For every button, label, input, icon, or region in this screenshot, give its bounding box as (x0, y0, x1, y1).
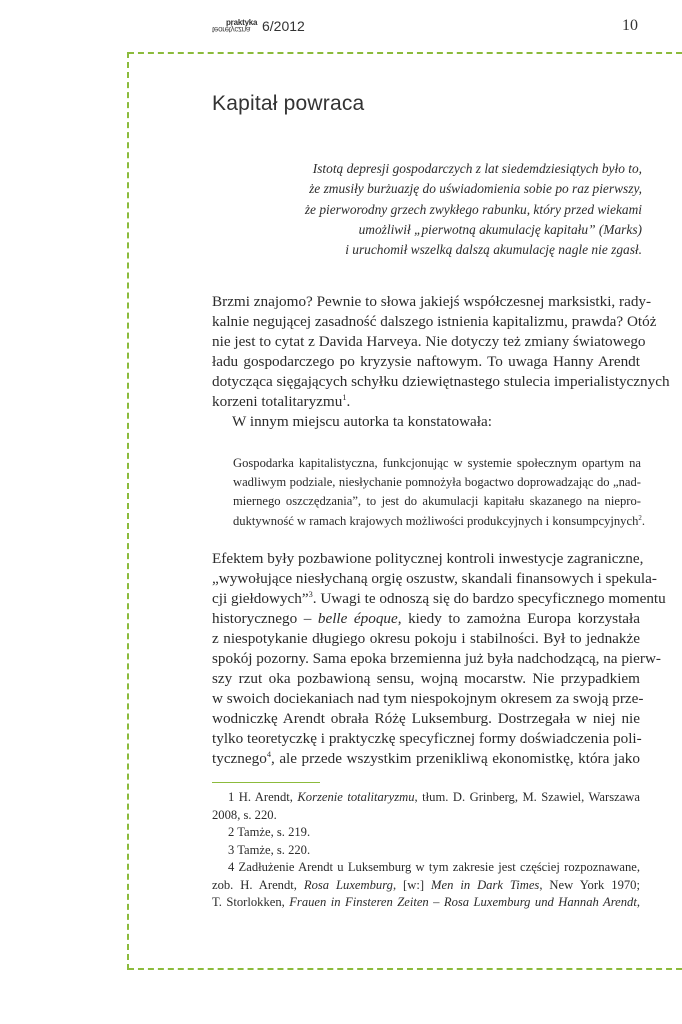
epigraph-line: umożliwił „pierwotną akumulację kapitału” (Marks) (358, 221, 642, 237)
issue-number: 6/2012 (262, 18, 305, 34)
text-line: z niespotykanie długiego okresu pokoju i stabilności. Był to jednakże (212, 630, 640, 647)
text-span: cji giełdowych” (212, 590, 309, 607)
footnote-4-cont (212, 894, 640, 912)
text-line: korzeni totalitaryzmu$^1$. (212, 392, 351, 410)
epigraph-line: Istotą depresji gospodarczych z lat siedemdziesiątych było to, (312, 161, 642, 176)
text-line: kalnie negującej zasadność dalszego istnienia kapitalizmu, prawda? Otóż (212, 313, 657, 330)
footnote-4-cont (212, 877, 640, 895)
text-span: , (636, 895, 641, 909)
text-span: duktywność w ramach krajowych możliwości produkcyjnych i konsumpcyjnych (233, 513, 639, 528)
frame-bottom-border (128, 968, 682, 970)
footnote-2: 2 Tamże, s. 219. (228, 825, 311, 839)
text-span: tycznego (212, 750, 267, 767)
text-line: w swoich dociekaniach nad tym niespokojnym okresem za swoją prze- (212, 690, 644, 707)
text-line: dotycząca sięgających schyłku dziewiętnastego stulecia imperialistycznych (212, 373, 670, 390)
block-quote (233, 454, 645, 531)
text-line: Brzmi znajomo? Pewnie to słowa jakiejś współczesnej marksistki, rady- (212, 293, 652, 310)
footnote-ref[interactable]: 1 (342, 392, 347, 402)
footnote-3: 3 Tamże, s. 220. (228, 842, 311, 857)
page-number: 10 (622, 17, 638, 34)
text-span: , ale przede wszystkim przenikliwą ekonomistkę, która jako (271, 750, 640, 767)
logo-bottom-text: teoretyczna (212, 25, 251, 34)
text-line: „wywołujące niesłychaną orgię oszustw, skandali finansowych i spekula- (212, 570, 657, 587)
footnote-separator (212, 782, 320, 783)
text-line: szy rzut oka pozbawioną sensu, wojną mocarstw. Nie przypadkiem (212, 670, 640, 687)
footnote-1 (212, 789, 640, 807)
italic-term: belle époque (317, 610, 398, 627)
quote-line: miernego oszczędzania”, to jest do akumulacji kapitału skazanego na niepro- (233, 494, 641, 509)
text-span: . Uwagi te odnoszą się do bardzo specyficznego momentu (312, 590, 666, 607)
footnote-ref[interactable]: 4 (266, 749, 271, 759)
text-line: wodniczkę Arendt obrała Różę Luksemburg. Dostrzegała w niej nie (212, 710, 640, 727)
text-span: , [w:] (392, 877, 431, 892)
journal-logo (212, 18, 260, 36)
text-span: historycznego – (212, 610, 318, 627)
logo-top-text: praktyka (226, 18, 258, 27)
epigraph-line: i uruchomił wszelką dalszą akumulację nagle nie zgasł. (345, 242, 642, 258)
text-line (212, 749, 640, 769)
text-span: , tłum. D. Grinberg, M. Szawiel, Warszawa (414, 790, 640, 804)
epigraph-line: że pierworodny grzech zwykłego rabunku, który przed wiekami (304, 201, 642, 217)
text-span: zob. H. Arendt, (212, 877, 304, 892)
text-span: , New York 1970; (539, 877, 640, 892)
footnote-ref[interactable]: 2 (638, 514, 642, 522)
text-line (212, 589, 666, 609)
italic-title: Men in Dark Times (431, 877, 540, 892)
paragraph-1 (212, 292, 670, 412)
italic-title: Korzenie totalitaryzmu (297, 790, 415, 804)
frame-left-border (127, 52, 129, 970)
footnote-4: 4 Zadłużenie Arendt u Luksemburg w tym zakresie jest częściej rozpoznawane, (228, 860, 640, 874)
footnote-ref[interactable]: 3 (308, 589, 313, 599)
text-line: Efektem były pozbawione politycznej kontroli inwestycje zagraniczne, (212, 550, 644, 567)
text-line (212, 609, 640, 629)
text-line: spokój pozorny. Sama epoka brzemienna już była nadchodzącą, na pierw- (212, 650, 661, 667)
text-span: korzeni totalitaryzmu (212, 393, 343, 410)
italic-title: Frauen in Finsteren Zeiten – Rosa Luxemburg und Hannah Arendt (289, 895, 637, 909)
footnote-1-cont: 2008, s. 220. (212, 807, 277, 822)
quote-line: wadliwym podziale, niesłychanie pomnożyła bogactwo doprowadzając do „nad- (233, 475, 641, 490)
text-line: tylko teoretyczkę i praktyczkę specyficznej formy doświadczenia poli- (212, 730, 642, 747)
quote-line: Gospodarka kapitalistyczna, funkcjonując w systemie społecznym opartym na (233, 456, 641, 470)
text-span: , kiedy to zamożna Europa korzystała (397, 610, 640, 627)
paragraph-2: W innym miejscu autorka ta konstatowała: (232, 413, 492, 430)
italic-title: Rosa Luxemburg (303, 877, 393, 892)
text-line: ładu gospodarczego po kryzysie naftowym. To uwaga Hanny Arendt (212, 353, 640, 370)
text-span: T. Storlokken, (212, 895, 290, 909)
epigraph-line: że zmusiły burżuazję do uświadomienia sobie po raz pierwszy, (309, 181, 642, 197)
article-title: Kapitał powraca (212, 92, 365, 115)
footnotes (212, 789, 640, 912)
epigraph (260, 159, 642, 260)
frame-top-border (128, 52, 682, 54)
text-line: nie jest to cytat z Davida Harveya. Nie dotyczy też zmiany światowego (212, 333, 646, 350)
text-span: 1 H. Arendt, (228, 790, 298, 804)
quote-line: duktywność w ramach krajowych możliwości produkcyjnych i konsumpcyjnych$^2$. (233, 513, 645, 528)
paragraph-3 (212, 549, 666, 769)
